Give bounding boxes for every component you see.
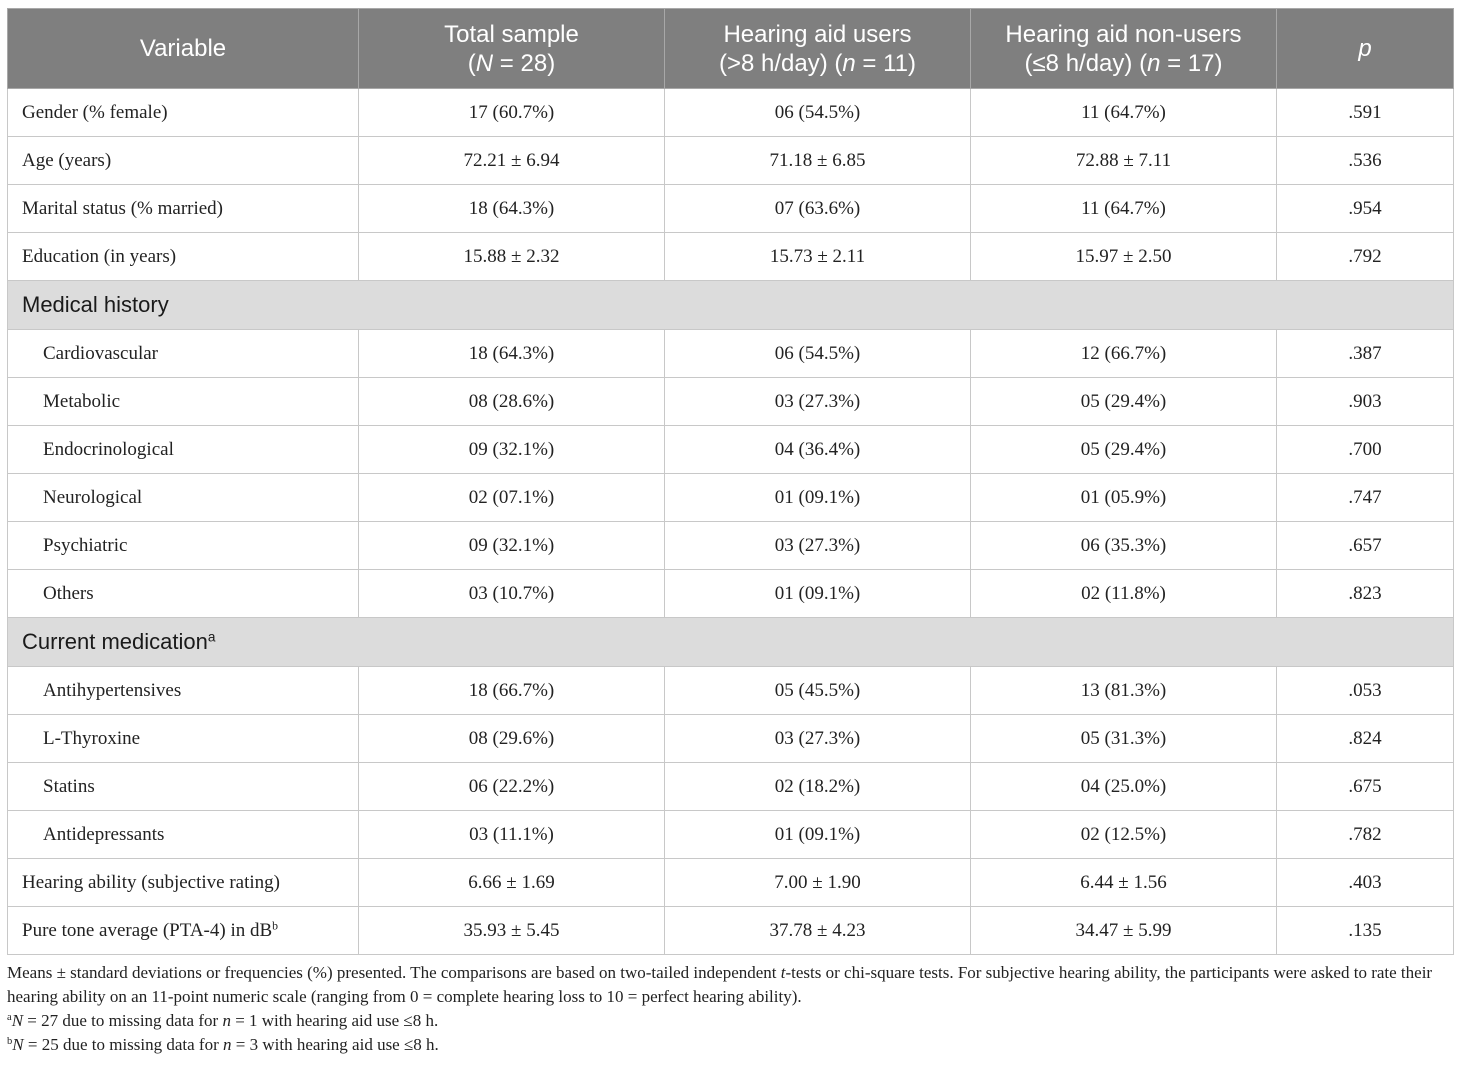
users-cell: 02 (18.2%) [665, 763, 971, 811]
variable-cell [8, 859, 359, 907]
table-container [7, 8, 1453, 1057]
total-sample-cell: 08 (29.6%) [359, 715, 665, 763]
table-row [8, 763, 1454, 811]
table-row [8, 570, 1454, 618]
table-row [8, 907, 1454, 955]
p-value-cell: .782 [1277, 811, 1454, 859]
users-cell: 05 (45.5%) [665, 667, 971, 715]
total-sample-cell: 03 (11.1%) [359, 811, 665, 859]
header-row [8, 9, 1454, 89]
table-row [8, 233, 1454, 281]
table-row [8, 330, 1454, 378]
variable-cell [8, 522, 359, 570]
users-cell: 03 (27.3%) [665, 715, 971, 763]
non-users-cell: 15.97 ± 2.50 [971, 233, 1277, 281]
header-p-value: p [1277, 9, 1454, 89]
non-users-cell: 72.88 ± 7.11 [971, 137, 1277, 185]
variable-cell [8, 378, 359, 426]
users-cell: 06 (54.5%) [665, 330, 971, 378]
variable-label: Gender (% female) [22, 101, 168, 123]
variable-label: Age (years) [22, 149, 112, 171]
total-sample-cell: 03 (10.7%) [359, 570, 665, 618]
users-cell: 06 (54.5%) [665, 89, 971, 137]
total-sample-cell: 02 (07.1%) [359, 474, 665, 522]
variable-label: Education (in years) [22, 245, 177, 267]
total-sample-cell: 08 (28.6%) [359, 378, 665, 426]
variable-label: Endocrinological [43, 438, 174, 460]
variable-label: Pure tone average (PTA-4) in dB [22, 919, 273, 941]
non-users-cell: 05 (31.3%) [971, 715, 1277, 763]
p-value-cell: .135 [1277, 907, 1454, 955]
header-hearing-aid-non-users: Hearing aid non-users (≤8 h/day) (n = 17) [971, 9, 1277, 89]
variable-label: Psychiatric [43, 534, 128, 556]
variable-cell [8, 763, 359, 811]
variable-label: Antihypertensives [43, 679, 182, 701]
total-sample-cell: 09 (32.1%) [359, 426, 665, 474]
users-cell: 03 (27.3%) [665, 378, 971, 426]
p-value-cell: .387 [1277, 330, 1454, 378]
total-sample-cell: 18 (66.7%) [359, 667, 665, 715]
total-sample-cell: 09 (32.1%) [359, 522, 665, 570]
variable-label: Marital status (% married) [22, 197, 224, 219]
header-total-sample: Total sample (N = 28) [359, 9, 665, 89]
total-sample-cell: 15.88 ± 2.32 [359, 233, 665, 281]
variable-label: Antidepressants [43, 823, 165, 845]
section-header-label [8, 281, 1454, 330]
variable-label: Others [43, 582, 94, 604]
users-cell: 7.00 ± 1.90 [665, 859, 971, 907]
variable-cell [8, 811, 359, 859]
users-cell: 01 (09.1%) [665, 811, 971, 859]
variable-cell [8, 185, 359, 233]
table-notes [7, 961, 1453, 1057]
p-value-cell: .657 [1277, 522, 1454, 570]
variable-cell [8, 426, 359, 474]
non-users-cell: 05 (29.4%) [971, 426, 1277, 474]
table-row [8, 185, 1454, 233]
table-row [8, 426, 1454, 474]
variable-cell [8, 330, 359, 378]
p-value-cell: .053 [1277, 667, 1454, 715]
non-users-cell: 34.47 ± 5.99 [971, 907, 1277, 955]
p-value-cell: .823 [1277, 570, 1454, 618]
p-value-cell: .700 [1277, 426, 1454, 474]
users-cell: 01 (09.1%) [665, 474, 971, 522]
non-users-cell: 11 (64.7%) [971, 185, 1277, 233]
non-users-cell: 01 (05.9%) [971, 474, 1277, 522]
p-value-cell: .747 [1277, 474, 1454, 522]
variable-cell [8, 570, 359, 618]
non-users-cell: 02 (11.8%) [971, 570, 1277, 618]
users-cell: 07 (63.6%) [665, 185, 971, 233]
non-users-cell: 6.44 ± 1.56 [971, 859, 1277, 907]
p-value-cell: .903 [1277, 378, 1454, 426]
variable-cell [8, 715, 359, 763]
users-cell: 03 (27.3%) [665, 522, 971, 570]
section-header-row [8, 618, 1454, 667]
p-value-cell: .591 [1277, 89, 1454, 137]
non-users-cell: 13 (81.3%) [971, 667, 1277, 715]
table-row [8, 715, 1454, 763]
section-title: Medical history [22, 292, 169, 317]
variable-cell [8, 474, 359, 522]
demographics-table [7, 8, 1454, 955]
total-sample-cell: 72.21 ± 6.94 [359, 137, 665, 185]
non-users-cell: 12 (66.7%) [971, 330, 1277, 378]
variable-cell [8, 233, 359, 281]
users-cell: 37.78 ± 4.23 [665, 907, 971, 955]
total-sample-cell: 06 (22.2%) [359, 763, 665, 811]
variable-cell [8, 907, 359, 955]
variable-label: L-Thyroxine [43, 727, 141, 749]
note-main: Means ± standard deviations or frequencies (%) presented. The comparisons are based on two-tailed independent t-tests or chi-square tests. For subjective hearing ability, the participants were asked to rate their hearing ability on an 11-point numeric scale (ranging from 0 = complete hearing loss to 10 = perfect hearing ability). [7, 963, 1433, 1006]
header-variable: Variable [8, 9, 359, 89]
footnote-marker: a [207, 629, 216, 645]
section-header-label [8, 618, 1454, 667]
table-row [8, 522, 1454, 570]
variable-cell [8, 667, 359, 715]
non-users-cell: 04 (25.0%) [971, 763, 1277, 811]
table-row [8, 474, 1454, 522]
table-row [8, 811, 1454, 859]
p-value-cell: .675 [1277, 763, 1454, 811]
p-value-cell: .536 [1277, 137, 1454, 185]
total-sample-cell: 35.93 ± 5.45 [359, 907, 665, 955]
variable-cell [8, 89, 359, 137]
variable-label: Cardiovascular [43, 342, 159, 364]
variable-label: Neurological [43, 486, 143, 508]
p-value-cell: .954 [1277, 185, 1454, 233]
total-sample-cell: 18 (64.3%) [359, 330, 665, 378]
variable-label: Metabolic [43, 390, 121, 412]
variable-cell [8, 137, 359, 185]
table-row [8, 859, 1454, 907]
users-cell: 01 (09.1%) [665, 570, 971, 618]
total-sample-cell: 17 (60.7%) [359, 89, 665, 137]
note-b: $^b$N = 25 due to missing data for n = 3 with hearing aid use ≤8 h. [7, 1035, 439, 1054]
users-cell: 04 (36.4%) [665, 426, 971, 474]
table-row [8, 667, 1454, 715]
total-sample-cell: 6.66 ± 1.69 [359, 859, 665, 907]
p-value-cell: .824 [1277, 715, 1454, 763]
footnote-marker: b [272, 919, 279, 933]
non-users-cell: 05 (29.4%) [971, 378, 1277, 426]
p-value-cell: .792 [1277, 233, 1454, 281]
non-users-cell: 02 (12.5%) [971, 811, 1277, 859]
section-header-row [8, 281, 1454, 330]
non-users-cell: 06 (35.3%) [971, 522, 1277, 570]
table-row [8, 137, 1454, 185]
note-a: $^a$N = 27 due to missing data for n = 1 with hearing aid use ≤8 h. [7, 1011, 439, 1030]
table-row [8, 89, 1454, 137]
p-value-cell: .403 [1277, 859, 1454, 907]
variable-label: Hearing ability (subjective rating) [22, 871, 280, 893]
table-body [8, 89, 1454, 955]
non-users-cell: 11 (64.7%) [971, 89, 1277, 137]
header-hearing-aid-users: Hearing aid users (>8 h/day) (n = 11) [665, 9, 971, 89]
section-title: Current medication [22, 629, 208, 654]
users-cell: 15.73 ± 2.11 [665, 233, 971, 281]
variable-label: Statins [43, 775, 95, 797]
table-row [8, 378, 1454, 426]
total-sample-cell: 18 (64.3%) [359, 185, 665, 233]
users-cell: 71.18 ± 6.85 [665, 137, 971, 185]
